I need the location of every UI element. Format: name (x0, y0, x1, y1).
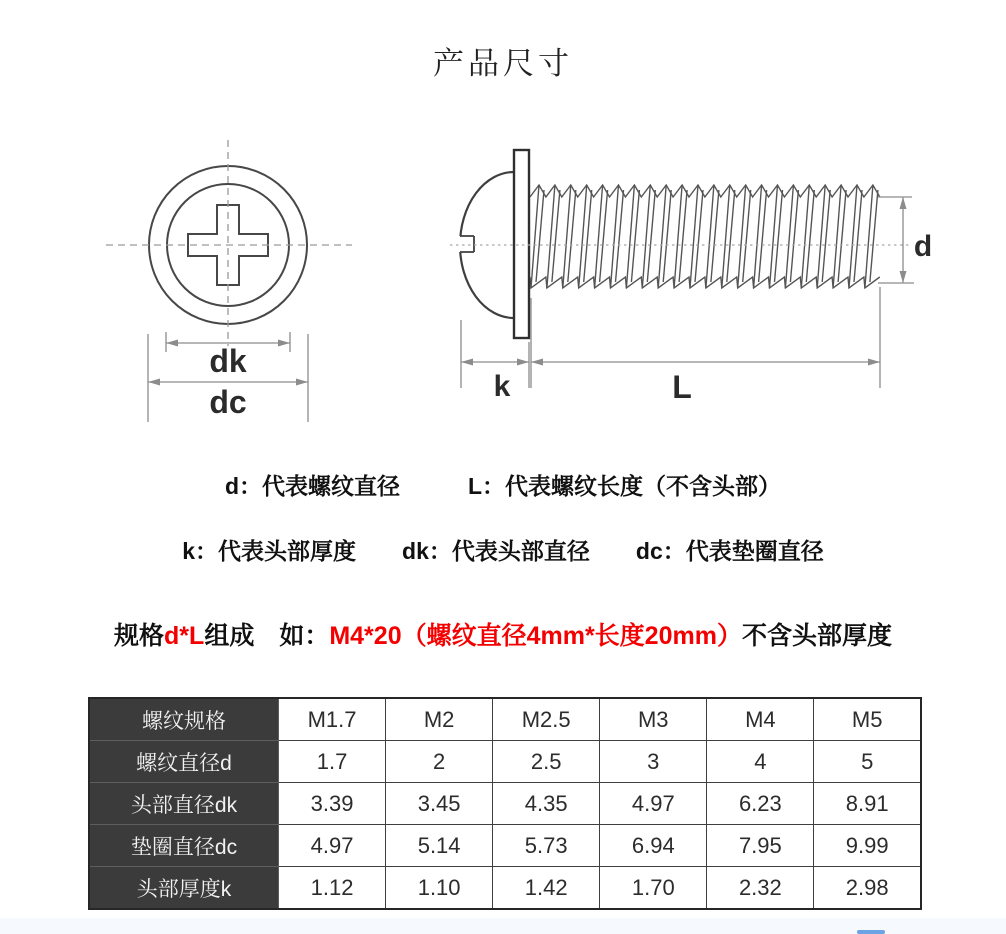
thread-pattern (530, 185, 880, 288)
table-row (89, 698, 921, 741)
row-header-cell: 头部厚度k (89, 867, 279, 910)
row-header-cell: 头部直径dk (89, 783, 279, 825)
table-row (89, 825, 921, 867)
value-cell: 5.14 (386, 825, 493, 867)
value-cell: 7.95 (707, 825, 814, 867)
spec-table (88, 697, 922, 910)
washer-flange-outline (514, 150, 529, 338)
legend-k: k：代表头部厚度 (182, 538, 357, 564)
value-cell: 2.98 (814, 867, 921, 910)
row-header-cell: 螺纹规格 (89, 698, 279, 741)
row-header-cell: 螺纹直径d (89, 741, 279, 783)
bottom-strip (0, 918, 1006, 934)
value-cell: 6.23 (707, 783, 814, 825)
value-cell: 4.35 (493, 783, 600, 825)
value-cell: 5 (814, 741, 921, 783)
spec-note-segment: 不含头部厚度 (741, 622, 892, 650)
spec-note-segment-red: d*L (164, 622, 205, 650)
centerlines (106, 140, 352, 346)
value-cell: 2.5 (493, 741, 600, 783)
legend-d: d：代表螺纹直径 (224, 473, 400, 499)
value-cell: 3.45 (386, 783, 493, 825)
value-cell: M4 (707, 698, 814, 741)
page-title: 产品尺寸 (433, 46, 573, 81)
value-cell: 1.10 (386, 867, 493, 910)
value-cell: 5.73 (493, 825, 600, 867)
value-cell: 1.7 (279, 741, 386, 783)
spec-note (0, 616, 1006, 652)
value-cell: 4.97 (600, 783, 707, 825)
bottom-blue-dash (857, 930, 885, 934)
value-cell: M3 (600, 698, 707, 741)
spec-note-segment: 组成 如： (204, 622, 330, 650)
value-cell: 3.39 (279, 783, 386, 825)
legend-dc: dc：代表垫圈直径 (635, 538, 824, 564)
table-row (89, 867, 921, 910)
legend-line-2 (0, 533, 1006, 566)
value-cell: M1.7 (279, 698, 386, 741)
value-cell: 8.91 (814, 783, 921, 825)
slot-notch-mask (454, 236, 464, 252)
value-cell: 3 (600, 741, 707, 783)
table-row (89, 783, 921, 825)
k-dimension-label: k (493, 370, 511, 403)
L-dimension-label: L (672, 369, 692, 405)
dk-dimension-label: dk (209, 343, 247, 379)
spec-note-segment-red: M4*20（螺纹直径4mm*长度20mm） (329, 622, 742, 650)
table-row (89, 741, 921, 783)
value-cell: 1.42 (493, 867, 600, 910)
value-cell: 4 (707, 741, 814, 783)
screw-front-view (100, 130, 380, 430)
legend-dk: dk：代表头部直径 (402, 538, 590, 564)
value-cell: 1.12 (279, 867, 386, 910)
value-cell: M2 (386, 698, 493, 741)
value-cell: 9.99 (814, 825, 921, 867)
spec-note-segment: 规格 (114, 622, 165, 650)
value-cell: 2.32 (707, 867, 814, 910)
dc-dimension-label: dc (209, 384, 247, 420)
legend-L: L：代表螺纹长度（不含头部） (468, 473, 782, 499)
d-dimension-label: d (913, 230, 933, 263)
value-cell: M2.5 (493, 698, 600, 741)
row-header-cell: 垫圈直径dc (89, 825, 279, 867)
screw-side-view (440, 130, 950, 430)
value-cell: 6.94 (600, 825, 707, 867)
legend-line-1 (0, 468, 1006, 501)
value-cell: 1.70 (600, 867, 707, 910)
value-cell: 4.97 (279, 825, 386, 867)
value-cell: M5 (814, 698, 921, 741)
value-cell: 2 (386, 741, 493, 783)
